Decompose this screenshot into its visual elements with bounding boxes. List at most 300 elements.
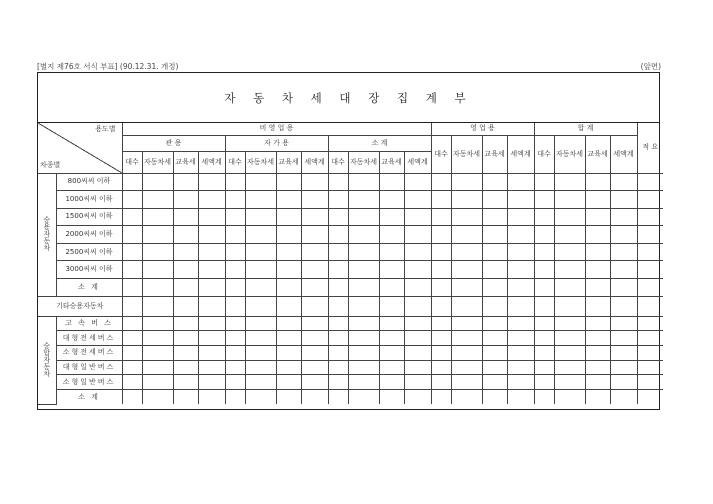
data-cell [554, 390, 585, 405]
data-cell [245, 296, 276, 316]
data-cell [328, 390, 348, 405]
data-cell [610, 226, 637, 244]
data-cell [276, 243, 301, 261]
table-body [38, 123, 663, 404]
data-cell [507, 208, 534, 226]
table-row [38, 316, 663, 331]
data-cell [637, 208, 663, 226]
data-cell [482, 261, 507, 279]
data-cell [507, 360, 534, 375]
table-row [38, 346, 663, 361]
data-cell [451, 390, 482, 405]
data-cell [482, 375, 507, 390]
non-business-header: 비 영 업 용 [122, 123, 431, 135]
data-cell [198, 243, 225, 261]
data-cell [122, 279, 142, 297]
data-cell [610, 390, 637, 405]
business-header: 영 업 용 [431, 123, 534, 135]
data-cell [554, 316, 585, 331]
data-cell [348, 346, 379, 361]
data-cell [404, 279, 431, 297]
data-cell [142, 375, 173, 390]
data-cell [554, 191, 585, 209]
data-cell [301, 191, 328, 209]
data-cell [404, 173, 431, 191]
data-cell [554, 243, 585, 261]
data-cell [348, 261, 379, 279]
data-cell [637, 279, 663, 297]
data-cell [173, 261, 198, 279]
data-cell [482, 346, 507, 361]
data-cell [585, 173, 610, 191]
table-row [38, 375, 663, 390]
data-cell [431, 261, 451, 279]
data-cell [404, 208, 431, 226]
data-cell [173, 191, 198, 209]
table-row [38, 279, 663, 297]
data-cell [173, 346, 198, 361]
data-cell [276, 316, 301, 331]
data-cell [610, 243, 637, 261]
data-cell [554, 296, 585, 316]
data-cell [482, 331, 507, 346]
data-cell [173, 390, 198, 405]
data-cell [225, 191, 245, 209]
data-cell [585, 360, 610, 375]
row-label: 대형전세버스 [56, 331, 122, 346]
data-cell [142, 261, 173, 279]
data-cell [379, 226, 404, 244]
data-cell [225, 208, 245, 226]
data-cell [379, 331, 404, 346]
data-cell [142, 226, 173, 244]
data-cell [534, 226, 554, 244]
row-label: 고 속 버 스 [56, 316, 122, 331]
data-cell [225, 375, 245, 390]
data-cell [379, 261, 404, 279]
data-cell [328, 261, 348, 279]
data-cell [431, 316, 451, 331]
data-cell [348, 173, 379, 191]
passenger-car-label: 승 용 자 동 차 [38, 173, 56, 296]
data-cell [142, 279, 173, 297]
data-cell [122, 208, 142, 226]
data-cell [122, 226, 142, 244]
data-cell [404, 296, 431, 316]
data-cell [379, 375, 404, 390]
data-cell [198, 173, 225, 191]
data-cell [610, 279, 637, 297]
data-cell [348, 208, 379, 226]
data-cell [637, 296, 663, 316]
subtotal-col-auto-tax: 자동차세 [348, 151, 379, 173]
data-cell [276, 173, 301, 191]
data-cell [122, 316, 142, 331]
data-cell [482, 208, 507, 226]
data-cell [451, 226, 482, 244]
data-cell [173, 279, 198, 297]
table-row [38, 331, 663, 346]
data-cell [348, 279, 379, 297]
data-cell [610, 296, 637, 316]
data-cell [301, 173, 328, 191]
data-cell [348, 390, 379, 405]
data-cell [225, 261, 245, 279]
data-cell [301, 316, 328, 331]
form-number: [별지 제76호 서식 부표] (90.12.31. 개정) [37, 62, 179, 71]
data-cell [225, 346, 245, 361]
data-cell [610, 316, 637, 331]
data-cell [637, 191, 663, 209]
data-cell [122, 191, 142, 209]
data-cell [301, 261, 328, 279]
data-cell [534, 296, 554, 316]
data-cell [482, 173, 507, 191]
data-cell [637, 390, 663, 405]
header-row-subgroups [38, 135, 663, 151]
data-cell [328, 375, 348, 390]
data-cell [451, 208, 482, 226]
bus-label: 승 합 자 동 차 [38, 316, 56, 404]
data-cell [507, 375, 534, 390]
data-cell [173, 243, 198, 261]
data-cell [225, 331, 245, 346]
table-row [38, 261, 663, 279]
data-cell [245, 208, 276, 226]
data-cell [301, 243, 328, 261]
data-cell [225, 390, 245, 405]
private-col-edu-tax: 교육세 [276, 151, 301, 173]
data-cell [122, 360, 142, 375]
data-cell [585, 390, 610, 405]
data-cell [122, 331, 142, 346]
data-cell [637, 375, 663, 390]
data-cell [610, 173, 637, 191]
data-cell [585, 191, 610, 209]
data-cell [585, 316, 610, 331]
data-cell [534, 261, 554, 279]
data-cell [554, 360, 585, 375]
data-cell [198, 279, 225, 297]
subtotal-col-count: 대수 [328, 151, 348, 173]
data-cell [585, 296, 610, 316]
data-cell [173, 226, 198, 244]
data-cell [348, 375, 379, 390]
data-cell [507, 296, 534, 316]
data-cell [379, 296, 404, 316]
data-cell [173, 375, 198, 390]
data-cell [301, 346, 328, 361]
data-cell [301, 208, 328, 226]
data-cell [245, 346, 276, 361]
data-cell [198, 316, 225, 331]
data-cell [585, 331, 610, 346]
data-cell [245, 261, 276, 279]
data-cell [554, 208, 585, 226]
data-cell [328, 226, 348, 244]
data-cell [534, 316, 554, 331]
data-cell [276, 296, 301, 316]
data-cell [225, 243, 245, 261]
data-cell [585, 261, 610, 279]
total-col-edu-tax: 교육세 [585, 135, 610, 173]
data-cell [507, 226, 534, 244]
table-row [38, 390, 663, 405]
data-cell [198, 208, 225, 226]
data-cell [245, 390, 276, 405]
table-row [38, 191, 663, 209]
data-cell [431, 346, 451, 361]
data-cell [328, 360, 348, 375]
row-label: 2500씨씨 이하 [56, 243, 122, 261]
data-cell [482, 360, 507, 375]
data-cell [379, 208, 404, 226]
data-cell [142, 296, 173, 316]
row-label: 소형일반버스 [56, 375, 122, 390]
government-col-tax-total: 세액계 [198, 151, 225, 173]
data-cell [404, 331, 431, 346]
data-cell [554, 226, 585, 244]
data-cell [534, 173, 554, 191]
data-cell [122, 346, 142, 361]
form-title: 자 동 차 세 대 장 집 계 부 [38, 73, 659, 123]
data-cell [142, 316, 173, 331]
data-cell [245, 375, 276, 390]
government-col-auto-tax: 자동차세 [142, 151, 173, 173]
data-cell [301, 296, 328, 316]
data-cell [173, 173, 198, 191]
data-cell [554, 279, 585, 297]
data-cell [276, 208, 301, 226]
data-cell [610, 331, 637, 346]
other-passenger-label: 기타승용자동차 [38, 296, 122, 316]
table-row [38, 173, 663, 191]
data-cell [225, 296, 245, 316]
data-cell [198, 261, 225, 279]
data-cell [404, 390, 431, 405]
data-cell [348, 226, 379, 244]
data-cell [554, 375, 585, 390]
data-cell [301, 390, 328, 405]
data-cell [554, 346, 585, 361]
data-cell [301, 375, 328, 390]
data-cell [534, 346, 554, 361]
data-cell [451, 375, 482, 390]
data-cell [610, 360, 637, 375]
data-cell [173, 208, 198, 226]
data-cell [198, 331, 225, 346]
business-col-tax-total: 세액계 [507, 135, 534, 173]
data-cell [431, 296, 451, 316]
data-cell [451, 191, 482, 209]
data-cell [142, 346, 173, 361]
data-cell [245, 191, 276, 209]
row-label: 소형전세버스 [56, 346, 122, 361]
data-cell [451, 243, 482, 261]
data-cell [534, 390, 554, 405]
data-cell [404, 316, 431, 331]
data-cell [328, 316, 348, 331]
row-label: 800씨씨 이하 [56, 173, 122, 191]
data-cell [198, 296, 225, 316]
data-cell [610, 375, 637, 390]
table-row [38, 226, 663, 244]
data-cell [142, 243, 173, 261]
data-cell [482, 279, 507, 297]
data-cell [585, 226, 610, 244]
row-label: 대형일반버스 [56, 360, 122, 375]
data-cell [173, 296, 198, 316]
data-cell [431, 279, 451, 297]
data-cell [431, 191, 451, 209]
row-label: 2000씨씨 이하 [56, 226, 122, 244]
data-cell [379, 360, 404, 375]
data-cell [198, 360, 225, 375]
data-cell [379, 390, 404, 405]
data-cell [328, 331, 348, 346]
data-cell [379, 346, 404, 361]
data-cell [198, 346, 225, 361]
data-cell [404, 346, 431, 361]
data-cell [431, 173, 451, 191]
data-cell [431, 208, 451, 226]
data-cell [507, 173, 534, 191]
data-cell [245, 243, 276, 261]
government-col-count: 대수 [122, 151, 142, 173]
data-cell [245, 331, 276, 346]
ledger-form [37, 72, 660, 410]
data-cell [348, 296, 379, 316]
data-cell [122, 173, 142, 191]
subtotal-col-tax-total: 세액계 [404, 151, 431, 173]
data-cell [225, 173, 245, 191]
data-cell [328, 243, 348, 261]
data-cell [276, 331, 301, 346]
total-col-tax-total: 세액계 [610, 135, 637, 173]
data-cell [142, 208, 173, 226]
data-cell [507, 390, 534, 405]
data-cell [637, 346, 663, 361]
data-cell [328, 346, 348, 361]
data-cell [451, 279, 482, 297]
data-cell [534, 331, 554, 346]
private-col-auto-tax: 자동차세 [245, 151, 276, 173]
data-cell [482, 243, 507, 261]
data-cell [328, 191, 348, 209]
data-cell [276, 360, 301, 375]
total-header: 합 계 [534, 123, 637, 135]
table-row [38, 360, 663, 375]
data-cell [451, 173, 482, 191]
row-label: 1000씨씨 이하 [56, 191, 122, 209]
data-cell [198, 390, 225, 405]
private-col-tax-total: 세액계 [301, 151, 328, 173]
government-header: 관 용 [122, 135, 225, 151]
data-cell [507, 261, 534, 279]
data-cell [276, 226, 301, 244]
data-cell [276, 390, 301, 405]
data-cell [404, 375, 431, 390]
table-row [38, 296, 663, 316]
table-row [38, 208, 663, 226]
data-cell [637, 173, 663, 191]
data-cell [554, 331, 585, 346]
data-cell [610, 261, 637, 279]
data-cell [534, 375, 554, 390]
data-cell [637, 331, 663, 346]
data-cell [301, 226, 328, 244]
data-cell [431, 360, 451, 375]
data-cell [431, 331, 451, 346]
summary-table [38, 123, 663, 405]
data-cell [198, 375, 225, 390]
data-cell [348, 331, 379, 346]
government-col-edu-tax: 교육세 [173, 151, 198, 173]
private-col-count: 대수 [225, 151, 245, 173]
data-cell [122, 390, 142, 405]
data-cell [245, 173, 276, 191]
data-cell [482, 226, 507, 244]
data-cell [482, 296, 507, 316]
data-cell [245, 360, 276, 375]
data-cell [610, 346, 637, 361]
data-cell [328, 296, 348, 316]
data-cell [482, 191, 507, 209]
data-cell [198, 226, 225, 244]
data-cell [173, 316, 198, 331]
data-cell [225, 279, 245, 297]
data-cell [451, 261, 482, 279]
data-cell [610, 191, 637, 209]
data-cell [379, 191, 404, 209]
data-cell [451, 296, 482, 316]
data-cell [276, 191, 301, 209]
data-cell [198, 191, 225, 209]
data-cell [348, 316, 379, 331]
data-cell [534, 208, 554, 226]
data-cell [379, 279, 404, 297]
data-cell [404, 226, 431, 244]
data-cell [142, 360, 173, 375]
data-cell [507, 316, 534, 331]
data-cell [404, 243, 431, 261]
data-cell [585, 346, 610, 361]
data-cell [225, 360, 245, 375]
corner-usage-label: 용도별 [95, 125, 116, 133]
data-cell [122, 375, 142, 390]
data-cell [431, 243, 451, 261]
data-cell [534, 243, 554, 261]
data-cell [301, 279, 328, 297]
corner-type-label: 차종별 [40, 160, 61, 169]
data-cell [379, 316, 404, 331]
data-cell [507, 279, 534, 297]
business-col-auto-tax: 자동차세 [451, 135, 482, 173]
data-cell [379, 173, 404, 191]
business-col-count: 대수 [431, 135, 451, 173]
data-cell [482, 390, 507, 405]
data-cell [451, 346, 482, 361]
data-cell [507, 346, 534, 361]
data-cell [142, 390, 173, 405]
data-cell [507, 243, 534, 261]
total-col-count: 대수 [534, 135, 554, 173]
data-cell [451, 316, 482, 331]
passenger-subtotal-label: 소 계 [56, 279, 122, 297]
data-cell [534, 360, 554, 375]
data-cell [585, 375, 610, 390]
data-cell [534, 191, 554, 209]
